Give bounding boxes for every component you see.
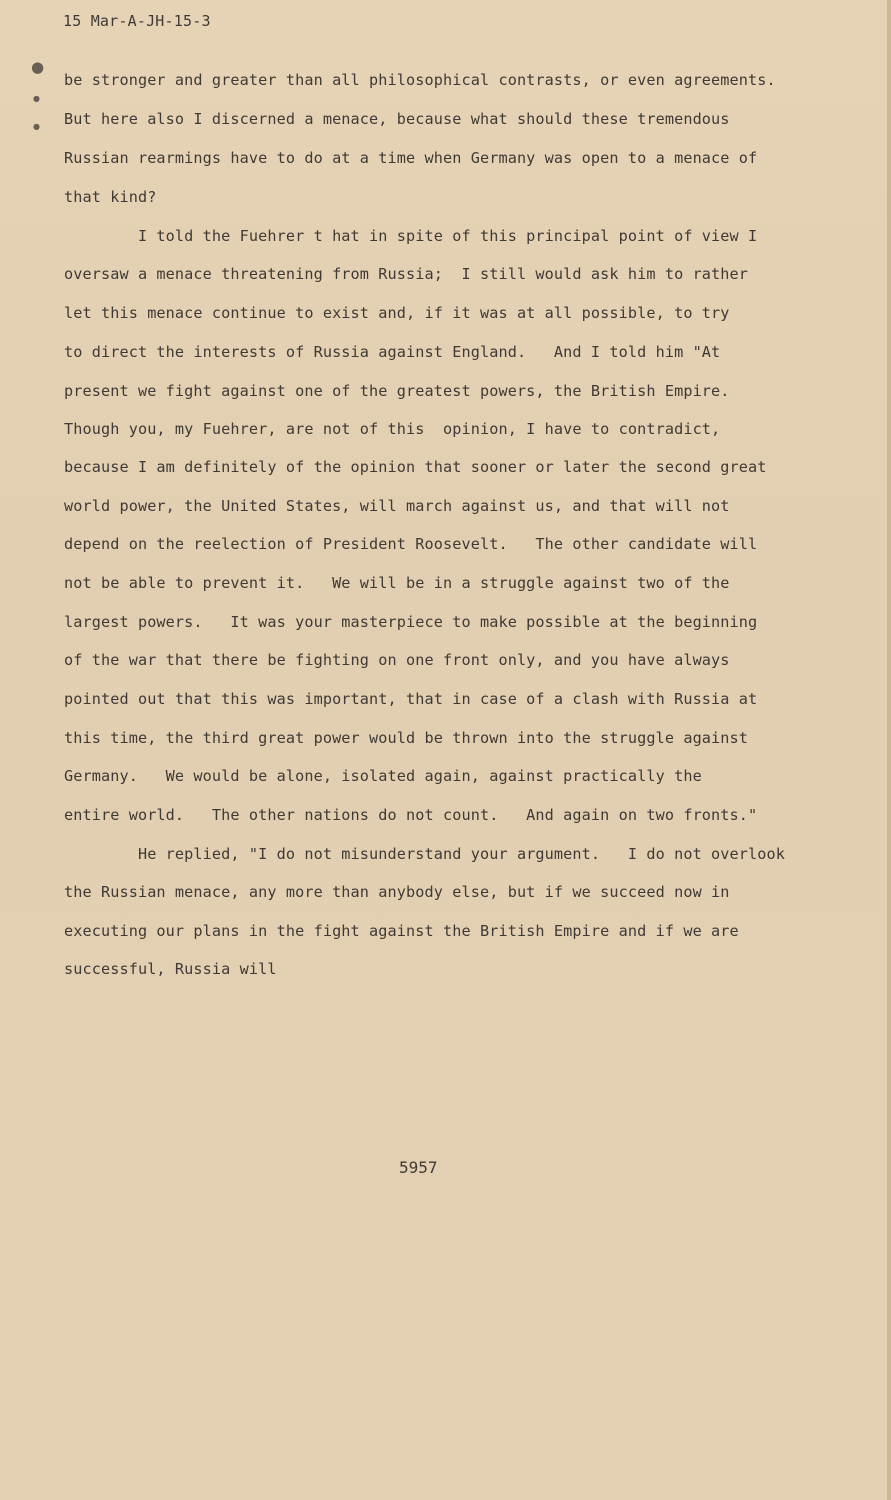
text-line-22: the Russian menace, any more than anybody else, but if we succeed now in (64, 883, 730, 901)
margin-mark: ● (33, 122, 40, 131)
document-reference: 15 Mar-A-JH-15-3 (63, 12, 211, 30)
text-line-5: I told the Fuehrer t hat in spite of this principal point of view I (64, 227, 758, 245)
text-line-13: depend on the reelection of President Roosevelt. The other candidate will (64, 535, 758, 553)
text-line-14: not be able to prevent it. We will be in a struggle against two of the (64, 574, 730, 592)
text-line-21: He replied, "I do not misunderstand your argument. I do not overlook (64, 845, 786, 863)
text-line-7: let this menace continue to exist and, if it was at all possible, to try (64, 304, 730, 322)
text-line-4: that kind? (64, 188, 157, 206)
text-line-18: this time, the third great power would be thrown into the struggle against (64, 729, 749, 747)
text-line-16: of the war that there be fighting on one front only, and you have always (64, 651, 730, 669)
text-line-11: because I am definitely of the opinion that sooner or later the second great (64, 458, 767, 476)
margin-mark: ● (33, 94, 40, 103)
text-line-20: entire world. The other nations do not count. And again on two fronts." (64, 806, 758, 824)
text-line-17: pointed out that this was important, that in case of a clash with Russia at (64, 690, 758, 708)
text-line-10: Though you, my Fuehrer, are not of this opinion, I have to contradict, (64, 420, 721, 438)
text-line-8: to direct the interests of Russia against England. And I told him "At (64, 343, 721, 361)
text-line-6: oversaw a menace threatening from Russia; I still would ask him to rather (64, 265, 749, 283)
page-number: 5957 (399, 1158, 438, 1177)
text-line-19: Germany. We would be alone, isolated again, against practically the (64, 767, 702, 785)
margin-mark: ● (31, 58, 45, 76)
text-line-15: largest powers. It was your masterpiece to make possible at the beginning (64, 613, 758, 631)
text-line-2: But here also I discerned a menace, because what should these tremendous (64, 110, 730, 128)
text-line-9: present we fight against one of the greatest powers, the British Empire. (64, 382, 730, 400)
text-line-1: be stronger and greater than all philosophical contrasts, or even agreements. (64, 71, 776, 89)
text-line-12: world power, the United States, will march against us, and that will not (64, 497, 730, 515)
text-line-24: successful, Russia will (64, 960, 277, 978)
text-line-23: executing our plans in the fight against the British Empire and if we are (64, 922, 739, 940)
text-line-3: Russian rearmings have to do at a time when Germany was open to a menace of (64, 149, 758, 167)
